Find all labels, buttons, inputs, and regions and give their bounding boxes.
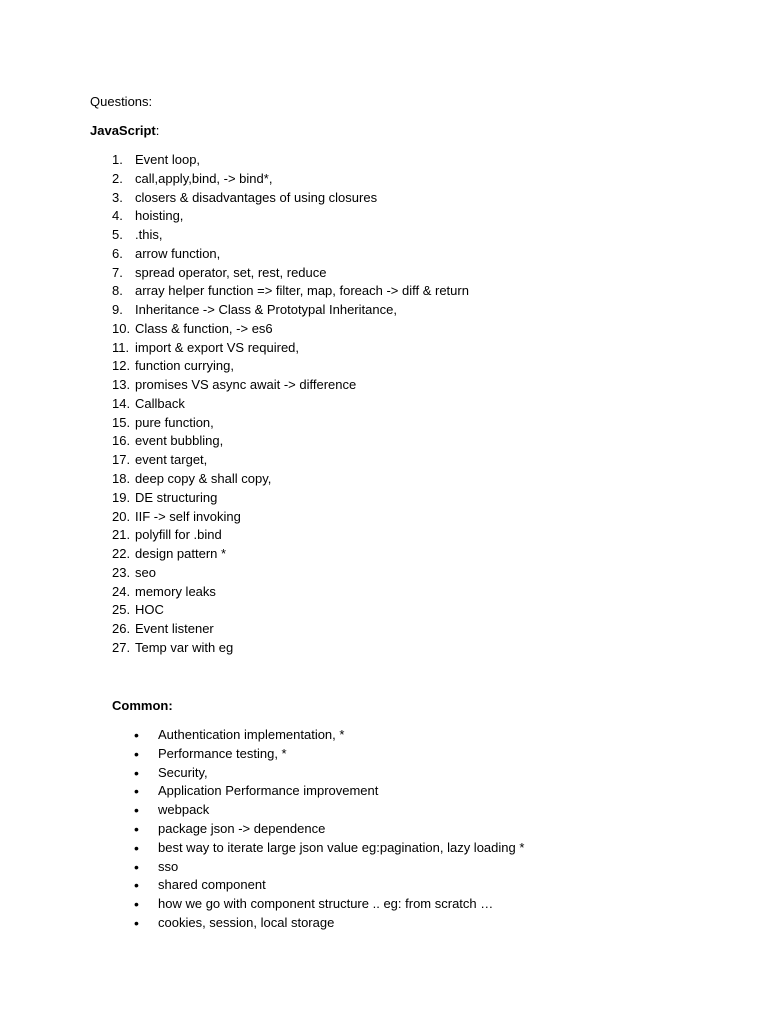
list-item-text: call,apply,bind, -> bind*,	[135, 170, 273, 186]
list-item-number: 10.	[112, 320, 131, 336]
list-item-text: Application Performance improvement	[158, 783, 379, 799]
list-item-text: .this,	[135, 227, 163, 243]
list-item-text: pure function,	[135, 414, 214, 430]
list-item-text: how we go with component structure .. eg: from scratch …	[158, 896, 494, 912]
list-item-text: spread operator, set, rest, reduce	[135, 264, 327, 280]
bullet-icon: •	[134, 896, 139, 913]
list-item-number: 6.	[112, 245, 123, 261]
list-item-text: DE structuring	[135, 489, 218, 505]
list-item-number: 13.	[112, 377, 131, 393]
bullet-icon: •	[134, 764, 139, 781]
list-item-number: 24.	[112, 583, 131, 599]
list-item-text: shared component	[158, 877, 266, 893]
list-item-number: 11.	[112, 339, 130, 355]
list-item-text: cookies, session, local storage	[158, 914, 335, 930]
bullet-icon: •	[134, 839, 139, 856]
list-item-text: Security,	[158, 764, 208, 780]
list-item-text: Performance testing, *	[158, 745, 287, 761]
bullet-icon: •	[134, 858, 139, 875]
list-item-text: seo	[135, 564, 156, 580]
list-item-number: 21.	[112, 527, 131, 543]
list-item-number: 3.	[112, 189, 123, 205]
list-item-text: Authentication implementation, *	[158, 727, 345, 742]
bullet-icon: •	[134, 783, 139, 800]
list-item-number: 27.	[112, 639, 131, 655]
list-item-number: 22.	[112, 546, 131, 562]
list-item-text: design pattern *	[135, 546, 227, 562]
list-item-number: 20.	[112, 508, 131, 524]
list-item-number: 16.	[112, 433, 131, 449]
list-item-text: import & export VS required,	[135, 339, 300, 355]
list-item-number: 12.	[112, 358, 131, 374]
list-item-number: 25.	[112, 602, 131, 618]
list-item-text: arrow function,	[135, 245, 221, 261]
list-item-text: best way to iterate large json value eg:pagination, lazy loading *	[158, 839, 525, 855]
bullet-icon: •	[134, 802, 139, 819]
list-item-number: 19.	[112, 489, 131, 505]
list-item-text: IIF -> self invoking	[135, 508, 241, 524]
list-item-text: array helper function => filter, map, foreach -> diff & return	[135, 283, 469, 299]
list-item-number: 26.	[112, 621, 131, 637]
list-item-text: event target,	[135, 452, 208, 468]
bullet-icon: •	[134, 745, 139, 762]
list-item-text: promises VS async await -> difference	[135, 377, 357, 393]
list-item-number: 15.	[112, 414, 131, 430]
list-item-number: 14.	[112, 395, 131, 411]
list-item-text: Inheritance -> Class & Prototypal Inheritance,	[135, 302, 397, 318]
list-item-text: Event loop,	[135, 152, 201, 167]
bullet-icon: •	[134, 727, 139, 743]
bullet-icon: •	[134, 877, 139, 894]
list-item-text: closers & disadvantages of using closures	[135, 189, 378, 205]
list-item-text: memory leaks	[135, 583, 216, 599]
javascript-heading-colon: :	[155, 123, 160, 138]
list-item-text: webpack	[158, 802, 210, 818]
list-item-text: Temp var with eg	[135, 639, 234, 655]
list-item-text: package json -> dependence	[158, 820, 326, 836]
list-item-text: sso	[158, 858, 179, 874]
list-item-text: event bubbling,	[135, 433, 224, 449]
list-item-number: 2.	[112, 170, 123, 186]
list-item-text: Event listener	[135, 621, 214, 637]
list-item-text: HOC	[135, 602, 164, 618]
list-item-text: Callback	[135, 395, 185, 411]
list-item-number: 23.	[112, 564, 131, 580]
list-item-text: Class & function, -> es6	[135, 320, 273, 336]
list-item-number: 4.	[112, 208, 123, 224]
list-item-number: 18.	[112, 471, 131, 487]
list-item-number: 5.	[112, 227, 123, 243]
list-item-text: hoisting,	[135, 208, 184, 224]
list-item-number: 1.	[112, 152, 123, 167]
javascript-heading-text: JavaScript	[90, 123, 156, 138]
list-item-number: 17.	[112, 452, 131, 468]
list-item-number: 8.	[112, 283, 123, 299]
list-item-number: 9.	[112, 302, 123, 318]
javascript-heading	[90, 123, 159, 139]
list-item-text: function currying,	[135, 358, 234, 374]
list-item-number: 7.	[112, 264, 123, 280]
questions-label: Questions:	[90, 94, 153, 109]
list-item-text: deep copy & shall copy,	[135, 471, 272, 487]
bullet-icon: •	[134, 820, 139, 837]
common-heading: Common:	[112, 698, 173, 713]
bullet-icon: •	[134, 914, 139, 931]
list-item-text: polyfill for .bind	[135, 527, 222, 543]
